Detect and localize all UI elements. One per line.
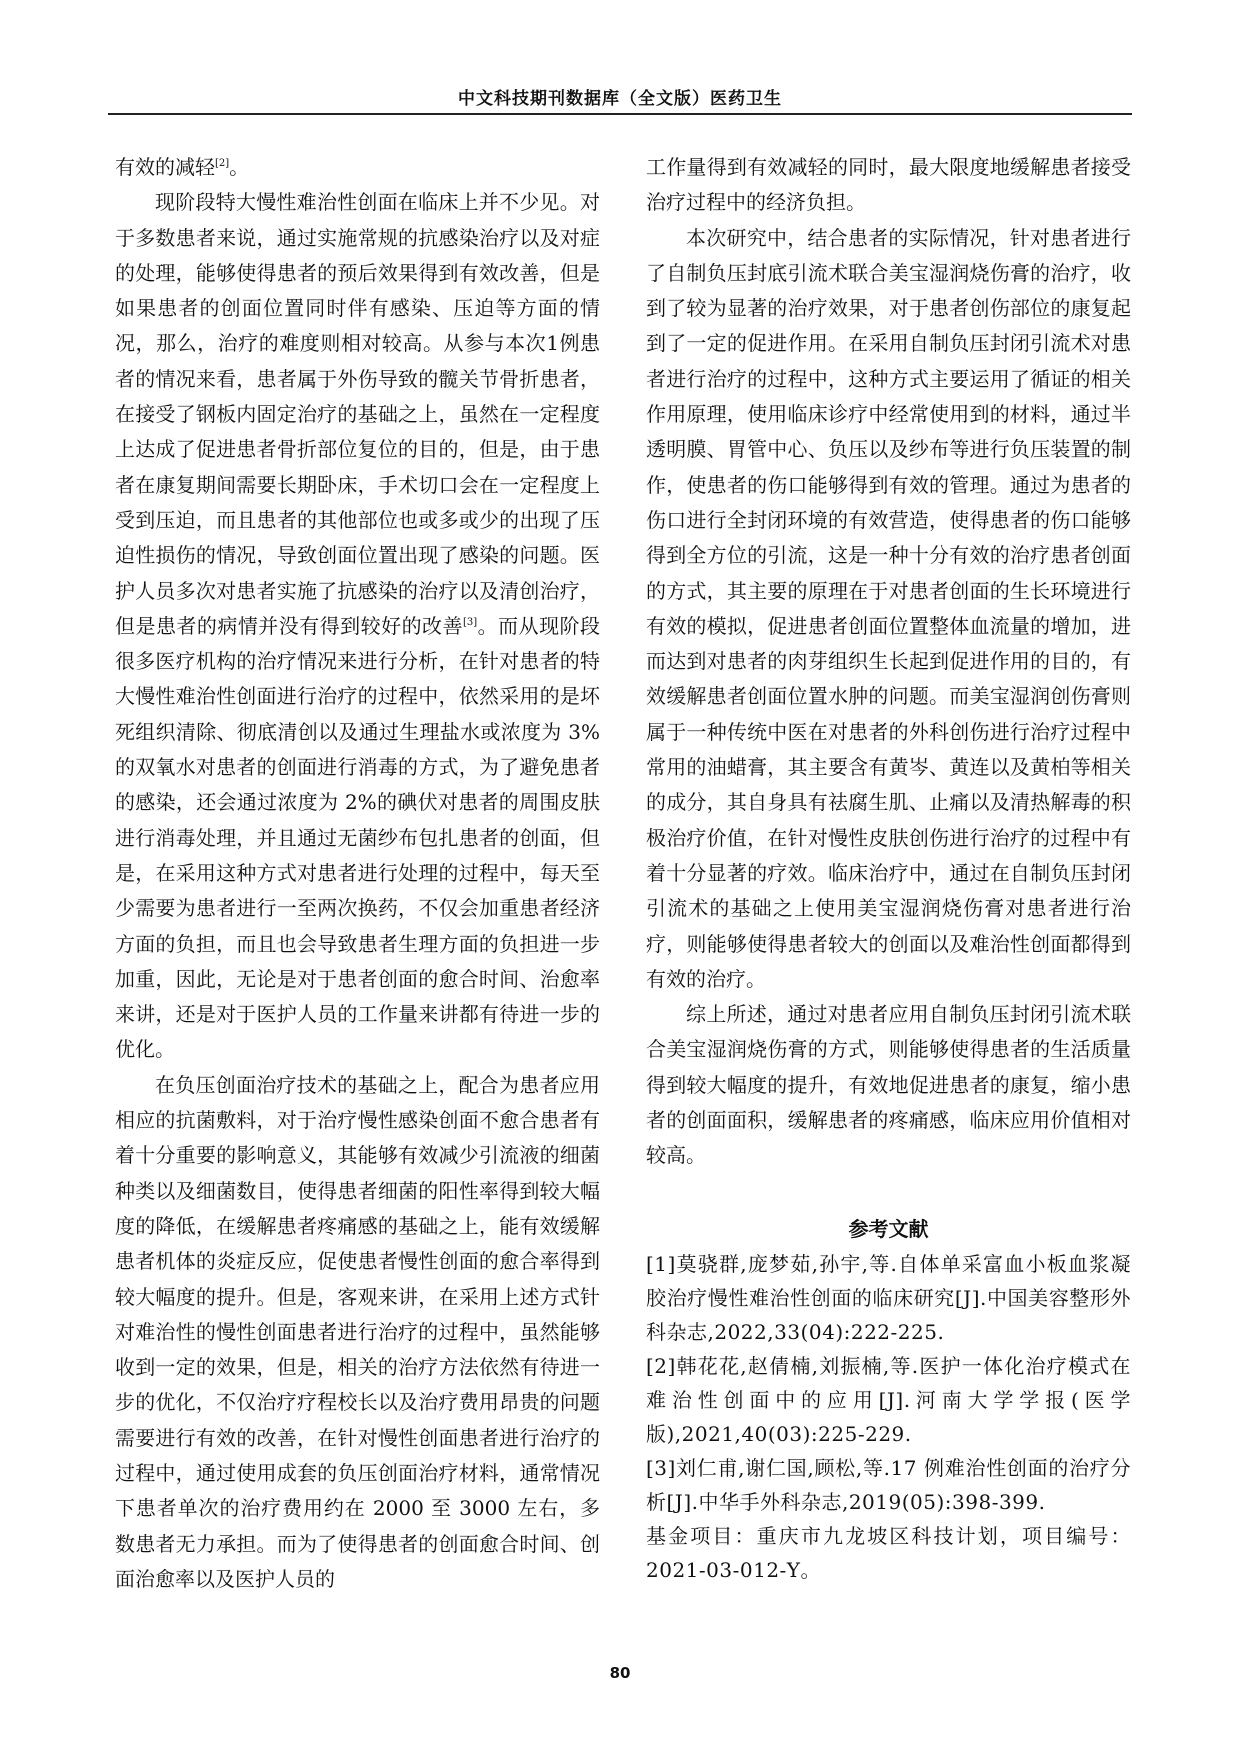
paragraph: 综上所述，通过对患者应用自制负压封闭引流术联合美宝湿润烧伤膏的方式，则能够使得患者的生活质量得到较大幅度的提升，有效地促进患者的康复，缩小患者的创面面积，缓解患者的疼痛感，临床应用价值相对较高。 [646, 1002, 1131, 1168]
right-column [646, 150, 1131, 1587]
journal-header: 中文科技期刊数据库（全文版）医药卫生 [458, 89, 782, 109]
paragraph-text: 。而从现阶段很多医疗机构的治疗情况来进行分析，在针对患者的特大慢性难治性创面进行治疗的过程中，依然采用的是坏死组织清除、彻底清创以及通过生理盐水或浓度为 3%的双氧水对患者的创面进行消毒的方式，为了避免患者的感染，还会通过浓度为 2%的碘伏对患者的周围皮肤进行消毒处理，并且通过无菌纱布包扎患者的创面，但是，在采用这种方式对患者进行处理的过程中，每天至少需要为患者进行一至两次换药，不仅会加重患者经济方面的负担，而且也会导致患者生理方面的负担进一步加重，因此，无论是对于患者创面的愈合时间、治愈率来讲，还是对于医护人员的工作量来讲都有待进一步的优化。 [115, 613, 601, 1062]
paragraph: 在负压创面治疗技术的基础之上，配合为患者应用相应的抗菌敷料，对于治疗慢性感染创面不愈合患者有着十分重要的影响意义，其能够有效减少引流液的细菌种类以及细菌数目，使得患者细菌的阳性率得到较大幅度的降低，在缓解患者疼痛感的基础之上，能有效缓解患者机体的炎症反应，促使患者慢性创面的愈合率得到较大幅度的提升。但是，客观来讲，在采用上述方式针对难治性的慢性创面患者进行治疗的过程中，虽然能够收到一定的效果，但是，相关的治疗方法依然有待进一步的优化，不仅治疗疗程校长以及治疗费用昂贵的问题需要进行有效的改善，在针对慢性创面患者进行治疗的过程中，通过使用成套的负压创面治疗材料，通常情况下患者单次的治疗费用约在 2000 至 3000 左右，多数患者无力承担。而为了使得患者的创面愈合时间、创面治愈率以及医护人员的 [115, 1072, 600, 1591]
references-title: 参考文献 [848, 1216, 929, 1241]
paragraph-text: 有效的减轻 [115, 155, 215, 179]
references-list [646, 1247, 1131, 1587]
paragraph [115, 185, 600, 1067]
reference-item: [1]莫骁群,庞梦茹,孙宇,等.自体单采富血小板血浆凝胶治疗慢性难治性创面的临床研究[J].中国美容整形外科杂志,2022,33(04):222-225. [646, 1251, 1131, 1344]
page-number: 80 [609, 1664, 631, 1682]
reference-item: [3]刘仁甫,谢仁国,顾松,等.17 例难治性创面的治疗分析[J].中华手外科杂志,2019(05):398-399. [646, 1455, 1131, 1514]
left-column [115, 150, 600, 1597]
paragraph-text: 现阶段特大慢性难治性创面在临床上并不少见。对于多数患者来说，通过实施常规的抗感染治疗以及对症的处理，能够使得患者的预后效果得到有效改善，但是如果患者的创面位置同时伴有感染、压迫等方面的情况，那么，治疗的难度则相对较高。从参与本次1例患者的情况来看，患者属于外伤导致的髋关节骨折患者，在接受了钢板内固定治疗的基础之上，虽然在一定程度上达成了促进患者骨折部位复位的目的，但是，由于患者在康复期间需要长期卧床，手术切口会在一定程度上受到压迫，而且患者的其他部位也或多或少的出现了压迫性损伤的情况，导致创面位置出现了感染的问题。医护人员多次对患者实施了抗感染的治疗以及清创治疗，但是患者的病情并没有得到较好的改善 [115, 190, 600, 638]
paragraph: 工作量得到有效减轻的同时，最大限度地缓解患者接受治疗过程中的经济负担。 [646, 155, 1131, 215]
funding-note: 基金项目：重庆市九龙坡区科技计划，项目编号：2021-03-012-Y。 [646, 1523, 1131, 1582]
citation: [3] [463, 616, 478, 628]
paragraph [115, 150, 600, 185]
header-rule [108, 113, 1132, 115]
citation: [2] [215, 158, 230, 169]
paragraph-end: 。 [229, 155, 250, 179]
paragraph: 本次研究中，结合患者的实际情况，针对患者进行了自制负压封底引流术联合美宝湿润烧伤膏的治疗，收到了较为显著的治疗效果，对于患者创伤部位的康复起到了一定的促进作用。在采用自制负压封闭引流术对患者进行治疗的过程中，这种方式主要运用了循证的相关作用原理，使用临床诊疗中经常使用到的材料，通过半透明膜、胃管中心、负压以及纱布等进行负压装置的制作，使患者的伤口能够得到有效的管理。通过为患者的伤口进行全封闭环境的有效营造，使得患者的伤口能够得到全方位的引流，这是一种十分有效的治疗患者创面的方式，其主要的原理在于对患者创面的生长环境进行有效的模拟，促进患者创面位置整体血流量的增加，进而达到对患者的肉芽组织生长起到促进作用的目的，有效缓解患者创面位置水肿的问题。而美宝湿润创伤膏则属于一种传统中医在对患者的外科创伤进行治疗过程中常用的油蜡膏，其主要含有黄岑、黄连以及黄柏等相关的成分，其自身具有祛腐生肌、止痛以及清热解毒的积极治疗价值，在针对慢性皮肤创伤进行治疗的过程中有着十分显著的疗效。临床治疗中，通过在自制负压封闭引流术的基础之上使用美宝湿润烧伤膏对患者进行治疗，则能够使得患者较大的创面以及难治性创面都得到有效的治疗。 [646, 225, 1131, 991]
reference-item: [2]韩花花,赵倩楠,刘振楠,等.医护一体化治疗模式在难治性创面中的应用[J].河南大学学报(医学版),2021,40(03):225-229. [646, 1353, 1131, 1446]
